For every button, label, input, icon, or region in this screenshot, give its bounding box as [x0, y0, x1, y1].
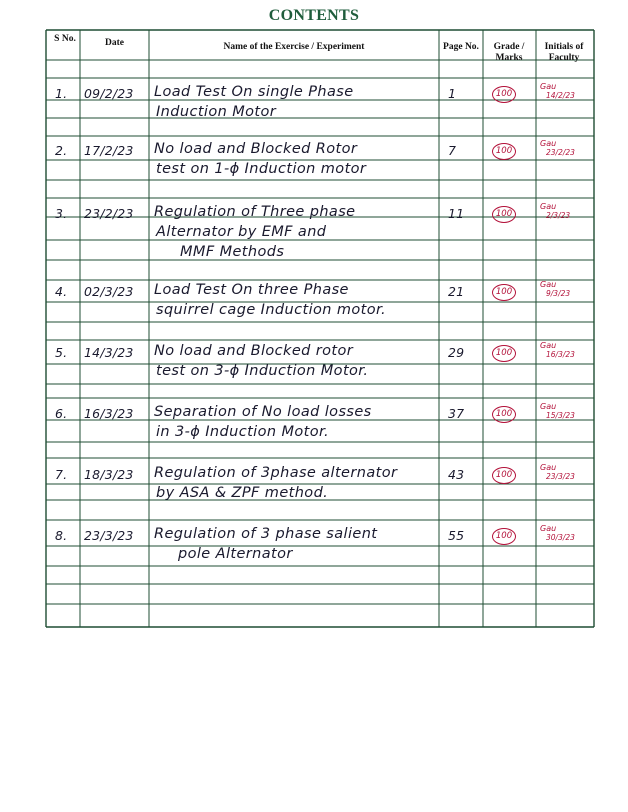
- entry-title-line: test on 3-ϕ Induction Motor.: [156, 363, 369, 379]
- initials-date: 16/3/23: [546, 350, 575, 359]
- entry-date: 09/2/23: [84, 86, 134, 101]
- header-sno: S No.: [54, 34, 76, 44]
- entry-sno: 2.: [55, 143, 68, 158]
- initials-signature: Gau: [540, 202, 557, 211]
- header-page: Page No.: [443, 42, 479, 52]
- faculty-initials: [540, 202, 570, 220]
- initials-date: 2/3/23: [546, 211, 571, 220]
- entry-title-line: Regulation of Three phase: [154, 204, 356, 220]
- initials-date: 30/3/23: [546, 533, 575, 542]
- faculty-initials: [540, 524, 575, 542]
- entry-title-line: Separation of No load losses: [154, 404, 372, 420]
- initials-date: 23/2/23: [546, 148, 575, 157]
- entry-title-line: No load and Blocked Rotor: [154, 141, 358, 157]
- entry-title-line: Load Test On three Phase: [154, 282, 349, 298]
- grade-mark: 100: [492, 467, 516, 484]
- initials-date: 14/2/23: [546, 91, 575, 100]
- header-grade: Grade / Marks: [493, 42, 525, 63]
- entry-sno: 1.: [55, 86, 68, 101]
- entry-sno: 4.: [55, 284, 68, 299]
- entry-page: 37: [448, 406, 465, 421]
- entry-page: 29: [448, 345, 465, 360]
- entry-title-line: MMF Methods: [180, 244, 285, 260]
- page-title: CONTENTS: [268, 7, 360, 24]
- faculty-initials: [540, 280, 570, 298]
- entry-title-line: Regulation of 3phase alternator: [154, 465, 398, 481]
- faculty-initials: [540, 402, 575, 420]
- grade-mark: 100: [492, 86, 516, 103]
- faculty-initials: [540, 463, 575, 481]
- entry-title-line: pole Alternator: [178, 546, 293, 562]
- entry-title-line: Alternator by EMF and: [156, 224, 327, 240]
- entry-page: 55: [448, 528, 465, 543]
- entry-page: 7: [448, 143, 457, 158]
- header-initials: Initials of Faculty: [544, 42, 584, 63]
- initials-date: 15/3/23: [546, 411, 575, 420]
- entry-page: 21: [448, 284, 465, 299]
- faculty-initials: [540, 341, 575, 359]
- header-name: Name of the Exercise / Experiment: [223, 42, 365, 52]
- header-date: Date: [105, 38, 124, 48]
- entry-date: 14/3/23: [84, 345, 134, 360]
- initials-signature: Gau: [540, 280, 557, 289]
- initials-signature: Gau: [540, 82, 557, 91]
- initials-date: 9/3/23: [546, 289, 571, 298]
- grade-mark: 100: [492, 143, 516, 160]
- entry-sno: 5.: [55, 345, 68, 360]
- entry-title-line: squirrel cage Induction motor.: [156, 302, 387, 318]
- entry-page: 1: [448, 86, 457, 101]
- entry-title-line: Regulation of 3 phase salient: [154, 526, 378, 542]
- entry-date: 23/2/23: [84, 206, 134, 221]
- entry-sno: 8.: [55, 528, 68, 543]
- entry-title-line: in 3-ϕ Induction Motor.: [156, 424, 330, 440]
- entry-title-line: Load Test On single Phase: [154, 84, 354, 100]
- entry-title-line: No load and Blocked rotor: [154, 343, 354, 359]
- initials-signature: Gau: [540, 524, 557, 533]
- grade-mark: 100: [492, 528, 516, 545]
- grade-mark: 100: [492, 345, 516, 362]
- initials-signature: Gau: [540, 139, 557, 148]
- faculty-initials: [540, 139, 575, 157]
- initials-signature: Gau: [540, 341, 557, 350]
- entry-date: 23/3/23: [84, 528, 134, 543]
- entry-title-line: Induction Motor: [156, 104, 277, 120]
- grade-mark: 100: [492, 406, 516, 423]
- initials-signature: Gau: [540, 463, 557, 472]
- entry-date: 18/3/23: [84, 467, 134, 482]
- grade-mark: 100: [492, 206, 516, 223]
- entry-page: 43: [448, 467, 465, 482]
- initials-date: 23/3/23: [546, 472, 575, 481]
- entry-title-line: test on 1-ϕ Induction motor: [156, 161, 367, 177]
- entry-sno: 7.: [55, 467, 68, 482]
- grade-mark: 100: [492, 284, 516, 301]
- entry-sno: 6.: [55, 406, 68, 421]
- initials-signature: Gau: [540, 402, 557, 411]
- entry-date: 02/3/23: [84, 284, 134, 299]
- entry-title-line: by ASA & ZPF method.: [156, 485, 329, 501]
- entry-date: 17/2/23: [84, 143, 134, 158]
- entry-sno: 3.: [55, 206, 68, 221]
- entry-date: 16/3/23: [84, 406, 134, 421]
- entry-page: 11: [448, 206, 465, 221]
- faculty-initials: [540, 82, 575, 100]
